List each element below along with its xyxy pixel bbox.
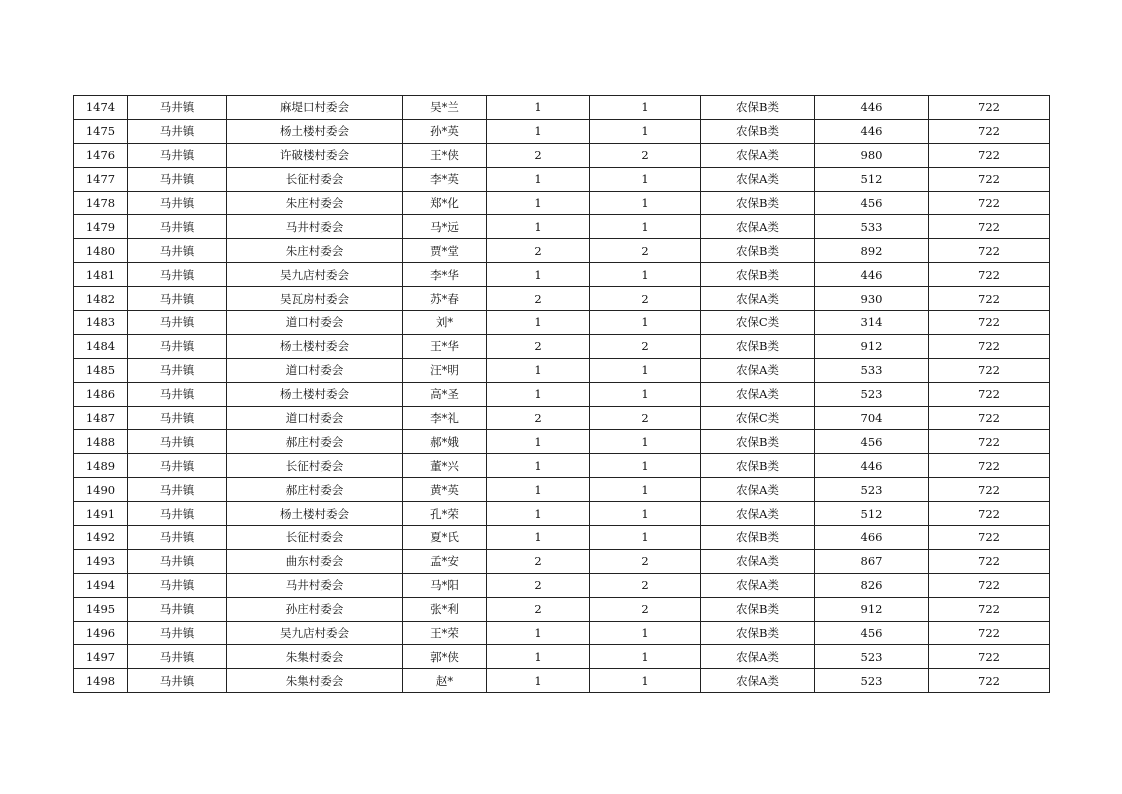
serial-number-cell: 1484 xyxy=(74,334,128,358)
amount-cell: 980 xyxy=(815,143,929,167)
village-committee-cell: 长征村委会 xyxy=(227,454,403,478)
table-row xyxy=(74,645,1050,669)
insurance-category-cell: 农保A类 xyxy=(701,287,815,311)
person-count-cell: 1 xyxy=(590,167,701,191)
village-committee-cell: 朱集村委会 xyxy=(227,645,403,669)
amount-cell: 867 xyxy=(815,549,929,573)
table-row xyxy=(74,502,1050,526)
table-row xyxy=(74,143,1050,167)
town-cell: 马井镇 xyxy=(128,430,227,454)
person-count-cell: 1 xyxy=(590,478,701,502)
insurance-category-cell: 农保A类 xyxy=(701,549,815,573)
serial-number-cell: 1494 xyxy=(74,573,128,597)
table-row xyxy=(74,406,1050,430)
person-name-cell: 王*侠 xyxy=(403,143,487,167)
insurance-category-cell: 农保B类 xyxy=(701,621,815,645)
person-count-cell: 1 xyxy=(590,119,701,143)
insurance-category-cell: 农保B类 xyxy=(701,191,815,215)
person-name-cell: 刘* xyxy=(403,311,487,335)
code-cell: 722 xyxy=(929,311,1050,335)
amount-cell: 446 xyxy=(815,96,929,120)
person-name-cell: 李*礼 xyxy=(403,406,487,430)
person-name-cell: 李*华 xyxy=(403,263,487,287)
serial-number-cell: 1481 xyxy=(74,263,128,287)
insurance-category-cell: 农保A类 xyxy=(701,358,815,382)
serial-number-cell: 1474 xyxy=(74,96,128,120)
table-row xyxy=(74,239,1050,263)
serial-number-cell: 1483 xyxy=(74,311,128,335)
serial-number-cell: 1493 xyxy=(74,549,128,573)
town-cell: 马井镇 xyxy=(128,167,227,191)
town-cell: 马井镇 xyxy=(128,191,227,215)
code-cell: 722 xyxy=(929,358,1050,382)
town-cell: 马井镇 xyxy=(128,645,227,669)
serial-number-cell: 1489 xyxy=(74,454,128,478)
village-committee-cell: 郝庄村委会 xyxy=(227,478,403,502)
person-count-cell: 1 xyxy=(590,215,701,239)
insurance-category-cell: 农保A类 xyxy=(701,669,815,693)
amount-cell: 512 xyxy=(815,502,929,526)
code-cell: 722 xyxy=(929,119,1050,143)
person-count-cell: 1 xyxy=(590,191,701,215)
person-count-cell: 2 xyxy=(590,143,701,167)
village-committee-cell: 杨土楼村委会 xyxy=(227,334,403,358)
table-row xyxy=(74,430,1050,454)
code-cell: 722 xyxy=(929,502,1050,526)
person-name-cell: 汪*明 xyxy=(403,358,487,382)
person-name-cell: 高*圣 xyxy=(403,382,487,406)
records-table xyxy=(73,95,1050,693)
amount-cell: 523 xyxy=(815,478,929,502)
person-name-cell: 王*荣 xyxy=(403,621,487,645)
code-cell: 722 xyxy=(929,334,1050,358)
serial-number-cell: 1486 xyxy=(74,382,128,406)
town-cell: 马井镇 xyxy=(128,311,227,335)
table-row xyxy=(74,597,1050,621)
village-committee-cell: 道口村委会 xyxy=(227,406,403,430)
serial-number-cell: 1477 xyxy=(74,167,128,191)
household-count-cell: 2 xyxy=(487,573,590,597)
household-count-cell: 2 xyxy=(487,287,590,311)
serial-number-cell: 1478 xyxy=(74,191,128,215)
serial-number-cell: 1475 xyxy=(74,119,128,143)
village-committee-cell: 道口村委会 xyxy=(227,358,403,382)
household-count-cell: 1 xyxy=(487,478,590,502)
insurance-category-cell: 农保A类 xyxy=(701,143,815,167)
village-committee-cell: 朱庄村委会 xyxy=(227,191,403,215)
amount-cell: 456 xyxy=(815,621,929,645)
village-committee-cell: 曲东村委会 xyxy=(227,549,403,573)
serial-number-cell: 1487 xyxy=(74,406,128,430)
household-count-cell: 1 xyxy=(487,502,590,526)
table-row xyxy=(74,358,1050,382)
town-cell: 马井镇 xyxy=(128,143,227,167)
person-count-cell: 2 xyxy=(590,549,701,573)
town-cell: 马井镇 xyxy=(128,478,227,502)
household-count-cell: 1 xyxy=(487,526,590,550)
code-cell: 722 xyxy=(929,215,1050,239)
code-cell: 722 xyxy=(929,191,1050,215)
village-committee-cell: 长征村委会 xyxy=(227,167,403,191)
household-count-cell: 2 xyxy=(487,334,590,358)
town-cell: 马井镇 xyxy=(128,215,227,239)
household-count-cell: 1 xyxy=(487,119,590,143)
serial-number-cell: 1490 xyxy=(74,478,128,502)
amount-cell: 523 xyxy=(815,669,929,693)
serial-number-cell: 1482 xyxy=(74,287,128,311)
insurance-category-cell: 农保A类 xyxy=(701,502,815,526)
code-cell: 722 xyxy=(929,573,1050,597)
table-row xyxy=(74,334,1050,358)
person-name-cell: 孔*荣 xyxy=(403,502,487,526)
person-name-cell: 董*兴 xyxy=(403,454,487,478)
town-cell: 马井镇 xyxy=(128,119,227,143)
person-name-cell: 马*阳 xyxy=(403,573,487,597)
town-cell: 马井镇 xyxy=(128,454,227,478)
person-name-cell: 黄*英 xyxy=(403,478,487,502)
table-row xyxy=(74,526,1050,550)
serial-number-cell: 1492 xyxy=(74,526,128,550)
code-cell: 722 xyxy=(929,454,1050,478)
code-cell: 722 xyxy=(929,669,1050,693)
serial-number-cell: 1488 xyxy=(74,430,128,454)
table-row xyxy=(74,191,1050,215)
code-cell: 722 xyxy=(929,96,1050,120)
amount-cell: 456 xyxy=(815,430,929,454)
table-row xyxy=(74,573,1050,597)
person-name-cell: 吴*兰 xyxy=(403,96,487,120)
person-name-cell: 赵* xyxy=(403,669,487,693)
village-committee-cell: 长征村委会 xyxy=(227,526,403,550)
code-cell: 722 xyxy=(929,382,1050,406)
table-row xyxy=(74,621,1050,645)
town-cell: 马井镇 xyxy=(128,287,227,311)
person-name-cell: 郭*侠 xyxy=(403,645,487,669)
amount-cell: 446 xyxy=(815,454,929,478)
person-name-cell: 孙*英 xyxy=(403,119,487,143)
person-name-cell: 郝*娥 xyxy=(403,430,487,454)
household-count-cell: 1 xyxy=(487,96,590,120)
person-name-cell: 马*远 xyxy=(403,215,487,239)
code-cell: 722 xyxy=(929,263,1050,287)
person-count-cell: 1 xyxy=(590,669,701,693)
table-row xyxy=(74,96,1050,120)
person-count-cell: 1 xyxy=(590,96,701,120)
household-count-cell: 1 xyxy=(487,263,590,287)
village-committee-cell: 杨土楼村委会 xyxy=(227,382,403,406)
serial-number-cell: 1497 xyxy=(74,645,128,669)
serial-number-cell: 1485 xyxy=(74,358,128,382)
amount-cell: 533 xyxy=(815,215,929,239)
insurance-category-cell: 农保B类 xyxy=(701,526,815,550)
town-cell: 马井镇 xyxy=(128,358,227,382)
household-count-cell: 2 xyxy=(487,143,590,167)
amount-cell: 826 xyxy=(815,573,929,597)
town-cell: 马井镇 xyxy=(128,382,227,406)
insurance-category-cell: 农保B类 xyxy=(701,239,815,263)
village-committee-cell: 吴九店村委会 xyxy=(227,621,403,645)
town-cell: 马井镇 xyxy=(128,334,227,358)
amount-cell: 523 xyxy=(815,382,929,406)
household-count-cell: 1 xyxy=(487,215,590,239)
insurance-category-cell: 农保B类 xyxy=(701,119,815,143)
table-row xyxy=(74,167,1050,191)
village-committee-cell: 马井村委会 xyxy=(227,573,403,597)
amount-cell: 704 xyxy=(815,406,929,430)
village-committee-cell: 朱集村委会 xyxy=(227,669,403,693)
amount-cell: 446 xyxy=(815,119,929,143)
person-name-cell: 王*华 xyxy=(403,334,487,358)
village-committee-cell: 许破楼村委会 xyxy=(227,143,403,167)
person-count-cell: 1 xyxy=(590,382,701,406)
person-count-cell: 1 xyxy=(590,263,701,287)
person-count-cell: 2 xyxy=(590,597,701,621)
code-cell: 722 xyxy=(929,478,1050,502)
town-cell: 马井镇 xyxy=(128,597,227,621)
table-row xyxy=(74,263,1050,287)
table-row xyxy=(74,119,1050,143)
code-cell: 722 xyxy=(929,526,1050,550)
household-count-cell: 1 xyxy=(487,669,590,693)
insurance-category-cell: 农保C类 xyxy=(701,311,815,335)
village-committee-cell: 马井村委会 xyxy=(227,215,403,239)
serial-number-cell: 1496 xyxy=(74,621,128,645)
person-name-cell: 夏*氏 xyxy=(403,526,487,550)
table-body xyxy=(74,96,1050,693)
town-cell: 马井镇 xyxy=(128,502,227,526)
code-cell: 722 xyxy=(929,167,1050,191)
town-cell: 马井镇 xyxy=(128,406,227,430)
village-committee-cell: 杨土楼村委会 xyxy=(227,119,403,143)
code-cell: 722 xyxy=(929,143,1050,167)
person-name-cell: 李*英 xyxy=(403,167,487,191)
person-count-cell: 1 xyxy=(590,621,701,645)
amount-cell: 533 xyxy=(815,358,929,382)
town-cell: 马井镇 xyxy=(128,263,227,287)
town-cell: 马井镇 xyxy=(128,96,227,120)
household-count-cell: 1 xyxy=(487,167,590,191)
insurance-category-cell: 农保B类 xyxy=(701,263,815,287)
household-count-cell: 1 xyxy=(487,311,590,335)
person-count-cell: 1 xyxy=(590,430,701,454)
amount-cell: 512 xyxy=(815,167,929,191)
household-count-cell: 1 xyxy=(487,430,590,454)
amount-cell: 523 xyxy=(815,645,929,669)
person-name-cell: 贾*堂 xyxy=(403,239,487,263)
person-count-cell: 2 xyxy=(590,573,701,597)
insurance-category-cell: 农保A类 xyxy=(701,167,815,191)
insurance-category-cell: 农保B类 xyxy=(701,597,815,621)
code-cell: 722 xyxy=(929,430,1050,454)
village-committee-cell: 麻堤口村委会 xyxy=(227,96,403,120)
town-cell: 马井镇 xyxy=(128,549,227,573)
village-committee-cell: 吴瓦房村委会 xyxy=(227,287,403,311)
insurance-category-cell: 农保A类 xyxy=(701,573,815,597)
town-cell: 马井镇 xyxy=(128,526,227,550)
code-cell: 722 xyxy=(929,621,1050,645)
town-cell: 马井镇 xyxy=(128,621,227,645)
person-count-cell: 2 xyxy=(590,239,701,263)
serial-number-cell: 1495 xyxy=(74,597,128,621)
person-count-cell: 2 xyxy=(590,334,701,358)
person-name-cell: 郑*化 xyxy=(403,191,487,215)
table-row xyxy=(74,454,1050,478)
amount-cell: 314 xyxy=(815,311,929,335)
table-row xyxy=(74,311,1050,335)
household-count-cell: 1 xyxy=(487,645,590,669)
household-count-cell: 1 xyxy=(487,358,590,382)
household-count-cell: 2 xyxy=(487,406,590,430)
amount-cell: 892 xyxy=(815,239,929,263)
person-name-cell: 苏*春 xyxy=(403,287,487,311)
person-name-cell: 张*利 xyxy=(403,597,487,621)
insurance-category-cell: 农保A类 xyxy=(701,382,815,406)
code-cell: 722 xyxy=(929,287,1050,311)
code-cell: 722 xyxy=(929,597,1050,621)
household-count-cell: 2 xyxy=(487,597,590,621)
serial-number-cell: 1479 xyxy=(74,215,128,239)
insurance-category-cell: 农保B类 xyxy=(701,454,815,478)
town-cell: 马井镇 xyxy=(128,669,227,693)
table-row xyxy=(74,478,1050,502)
town-cell: 马井镇 xyxy=(128,239,227,263)
village-committee-cell: 杨土楼村委会 xyxy=(227,502,403,526)
insurance-category-cell: 农保A类 xyxy=(701,478,815,502)
amount-cell: 912 xyxy=(815,597,929,621)
amount-cell: 930 xyxy=(815,287,929,311)
amount-cell: 456 xyxy=(815,191,929,215)
insurance-category-cell: 农保A类 xyxy=(701,645,815,669)
person-count-cell: 1 xyxy=(590,311,701,335)
code-cell: 722 xyxy=(929,549,1050,573)
village-committee-cell: 孙庄村委会 xyxy=(227,597,403,621)
village-committee-cell: 吴九店村委会 xyxy=(227,263,403,287)
household-count-cell: 1 xyxy=(487,191,590,215)
household-count-cell: 1 xyxy=(487,454,590,478)
serial-number-cell: 1491 xyxy=(74,502,128,526)
household-count-cell: 2 xyxy=(487,549,590,573)
person-count-cell: 1 xyxy=(590,358,701,382)
code-cell: 722 xyxy=(929,406,1050,430)
person-count-cell: 1 xyxy=(590,645,701,669)
code-cell: 722 xyxy=(929,645,1050,669)
household-count-cell: 1 xyxy=(487,621,590,645)
person-count-cell: 2 xyxy=(590,406,701,430)
person-count-cell: 1 xyxy=(590,454,701,478)
village-committee-cell: 郝庄村委会 xyxy=(227,430,403,454)
village-committee-cell: 朱庄村委会 xyxy=(227,239,403,263)
person-name-cell: 孟*安 xyxy=(403,549,487,573)
insurance-category-cell: 农保C类 xyxy=(701,406,815,430)
table-row xyxy=(74,287,1050,311)
insurance-category-cell: 农保B类 xyxy=(701,430,815,454)
household-count-cell: 2 xyxy=(487,239,590,263)
amount-cell: 446 xyxy=(815,263,929,287)
insurance-category-cell: 农保B类 xyxy=(701,334,815,358)
serial-number-cell: 1498 xyxy=(74,669,128,693)
code-cell: 722 xyxy=(929,239,1050,263)
amount-cell: 912 xyxy=(815,334,929,358)
insurance-category-cell: 农保B类 xyxy=(701,96,815,120)
person-count-cell: 1 xyxy=(590,502,701,526)
amount-cell: 466 xyxy=(815,526,929,550)
town-cell: 马井镇 xyxy=(128,573,227,597)
serial-number-cell: 1480 xyxy=(74,239,128,263)
table-row xyxy=(74,669,1050,693)
household-count-cell: 1 xyxy=(487,382,590,406)
person-count-cell: 2 xyxy=(590,287,701,311)
serial-number-cell: 1476 xyxy=(74,143,128,167)
table-row xyxy=(74,549,1050,573)
person-count-cell: 1 xyxy=(590,526,701,550)
table-row xyxy=(74,215,1050,239)
village-committee-cell: 道口村委会 xyxy=(227,311,403,335)
insurance-category-cell: 农保A类 xyxy=(701,215,815,239)
table-row xyxy=(74,382,1050,406)
